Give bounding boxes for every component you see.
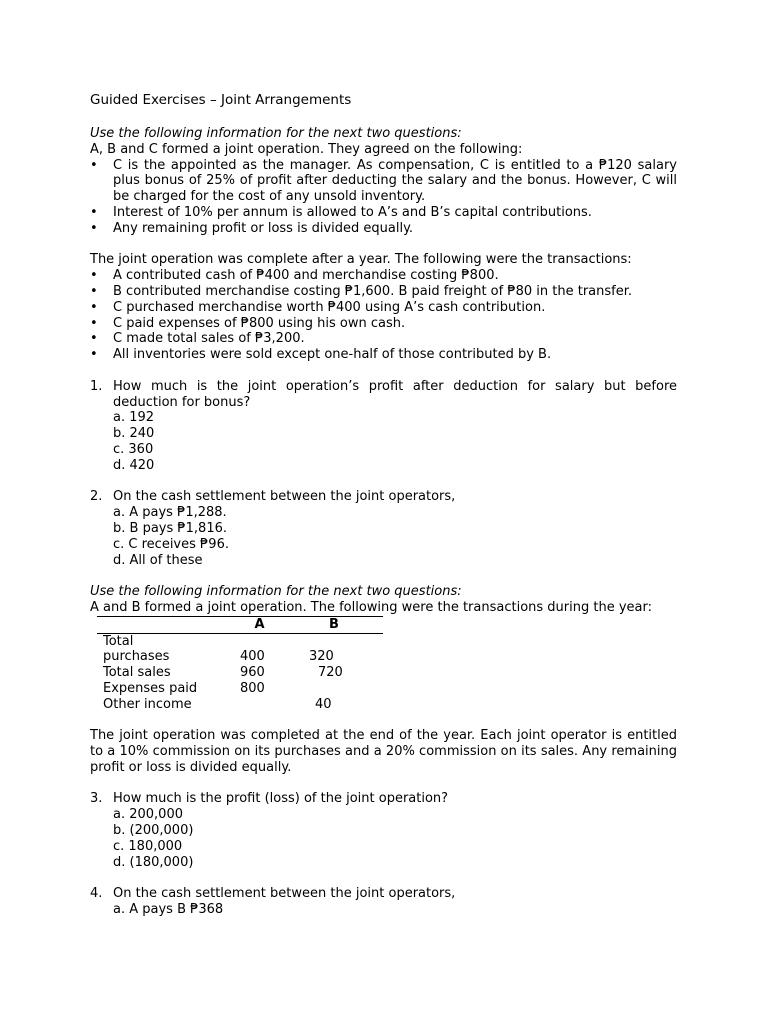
table-cell: 720: [318, 665, 343, 681]
table-header-cell: A: [234, 616, 285, 633]
agreement-item: • C is the appointed as the manager. As compensation, C is entitled to a ₱120 salary plus bonus of 25% of profit after deducting the salary and the bonus. However, C will be charged for the cost of any unsold inventory.: [90, 158, 677, 205]
answer-option: b. 240: [113, 426, 155, 442]
question-number: 4.: [90, 886, 103, 902]
table-row: [97, 633, 383, 649]
table-row: [97, 649, 383, 665]
answer-option: a. 200,000: [113, 807, 183, 823]
table-row: [97, 665, 383, 681]
question-2: [90, 489, 677, 568]
question-stem: On the cash settlement between the joint operators,: [113, 886, 456, 902]
question-number: 2.: [90, 489, 103, 505]
table-header-row: [97, 616, 383, 633]
question-3: [90, 791, 677, 870]
table-header-cell: [97, 616, 234, 633]
transactions-table: [97, 616, 383, 713]
answer-option: b. B pays ₱1,816.: [113, 520, 228, 536]
answer-option: a. A pays B ₱368: [113, 902, 224, 918]
transaction-item: • B contributed merchandise costing ₱1,600. B paid freight of ₱80 in the transfer.: [90, 284, 677, 300]
answer-option: d. All of these: [113, 552, 203, 568]
table-cell: 800: [240, 680, 265, 696]
question-stem: On the cash settlement between the joint operators,: [113, 489, 456, 505]
table-row: [97, 681, 383, 697]
agreement-lead: A, B and C formed a joint operation. They agreed on the following:: [90, 141, 523, 157]
transaction-list: [90, 268, 677, 363]
answer-option: c. C receives ₱96.: [113, 536, 229, 552]
transaction-item: • A contributed cash of ₱400 and merchandise costing ₱800.: [90, 268, 677, 284]
answer-option: a. A pays ₱1,288.: [113, 505, 227, 521]
question-number: 3.: [90, 791, 103, 807]
answer-option: a. 192: [113, 410, 155, 426]
transaction-item: • All inventories were sold except one-half of those contributed by B.: [90, 347, 677, 363]
transaction-item: • C made total sales of ₱3,200.: [90, 331, 677, 347]
agreement-item: • Any remaining profit or loss is divided equally.: [90, 221, 677, 237]
table-cell: [285, 633, 383, 649]
table-cell: Total sales: [103, 665, 171, 681]
table-lead: A and B formed a joint operation. The following were the transactions during the year:: [90, 599, 652, 615]
table-cell: 320: [309, 649, 334, 665]
section-intro-1: Use the following information for the next two questions:: [90, 126, 462, 141]
table-cell: [234, 697, 285, 713]
answer-option: c. 180,000: [113, 838, 183, 854]
table-cell: [285, 681, 383, 697]
page-title: Guided Exercises – Joint Arrangements: [90, 92, 352, 108]
answer-option: d. (180,000): [113, 854, 194, 870]
table-header-cell: B: [285, 616, 383, 633]
transaction-item: • C purchased merchandise worth ₱400 using A’s cash contribution.: [90, 300, 677, 316]
agreement-list: [90, 158, 677, 237]
question-4: [90, 886, 677, 918]
document-content: [90, 92, 677, 918]
table-cell: Total: [103, 633, 134, 649]
commission-paragraph: The joint operation was completed at the end of the year. Each joint operator is entitled to a 10% commission on its purchases and a 20% commission on its sales. Any remaining profit or loss is divided equally.: [90, 728, 677, 775]
table-cell: Other income: [103, 696, 192, 712]
answer-option: c. 360: [113, 441, 154, 457]
table-cell: 960: [240, 665, 265, 681]
table-cell: purchases: [103, 649, 170, 665]
table-cell: Expenses paid: [103, 680, 198, 696]
agreement-item: • Interest of 10% per annum is allowed to A’s and B’s capital contributions.: [90, 205, 677, 221]
question-1: [90, 379, 677, 474]
table-cell: 400: [240, 649, 265, 665]
question-number: 1.: [90, 378, 103, 394]
answer-option: d. 420: [113, 457, 155, 473]
answer-option: b. (200,000): [113, 823, 194, 839]
question-stem: How much is the profit (loss) of the joint operation?: [113, 791, 449, 807]
transactions-lead: The joint operation was complete after a year. The following were the transactions:: [90, 252, 632, 268]
table-cell: [234, 633, 285, 649]
table-cell: 40: [315, 696, 332, 712]
table-row: [97, 697, 383, 713]
section-intro-2: Use the following information for the next two questions:: [90, 584, 462, 600]
question-stem: How much is the joint operation’s profit after deduction for salary but before deduction for bonus?: [113, 378, 677, 410]
transaction-item: • C paid expenses of ₱800 using his own cash.: [90, 316, 677, 332]
